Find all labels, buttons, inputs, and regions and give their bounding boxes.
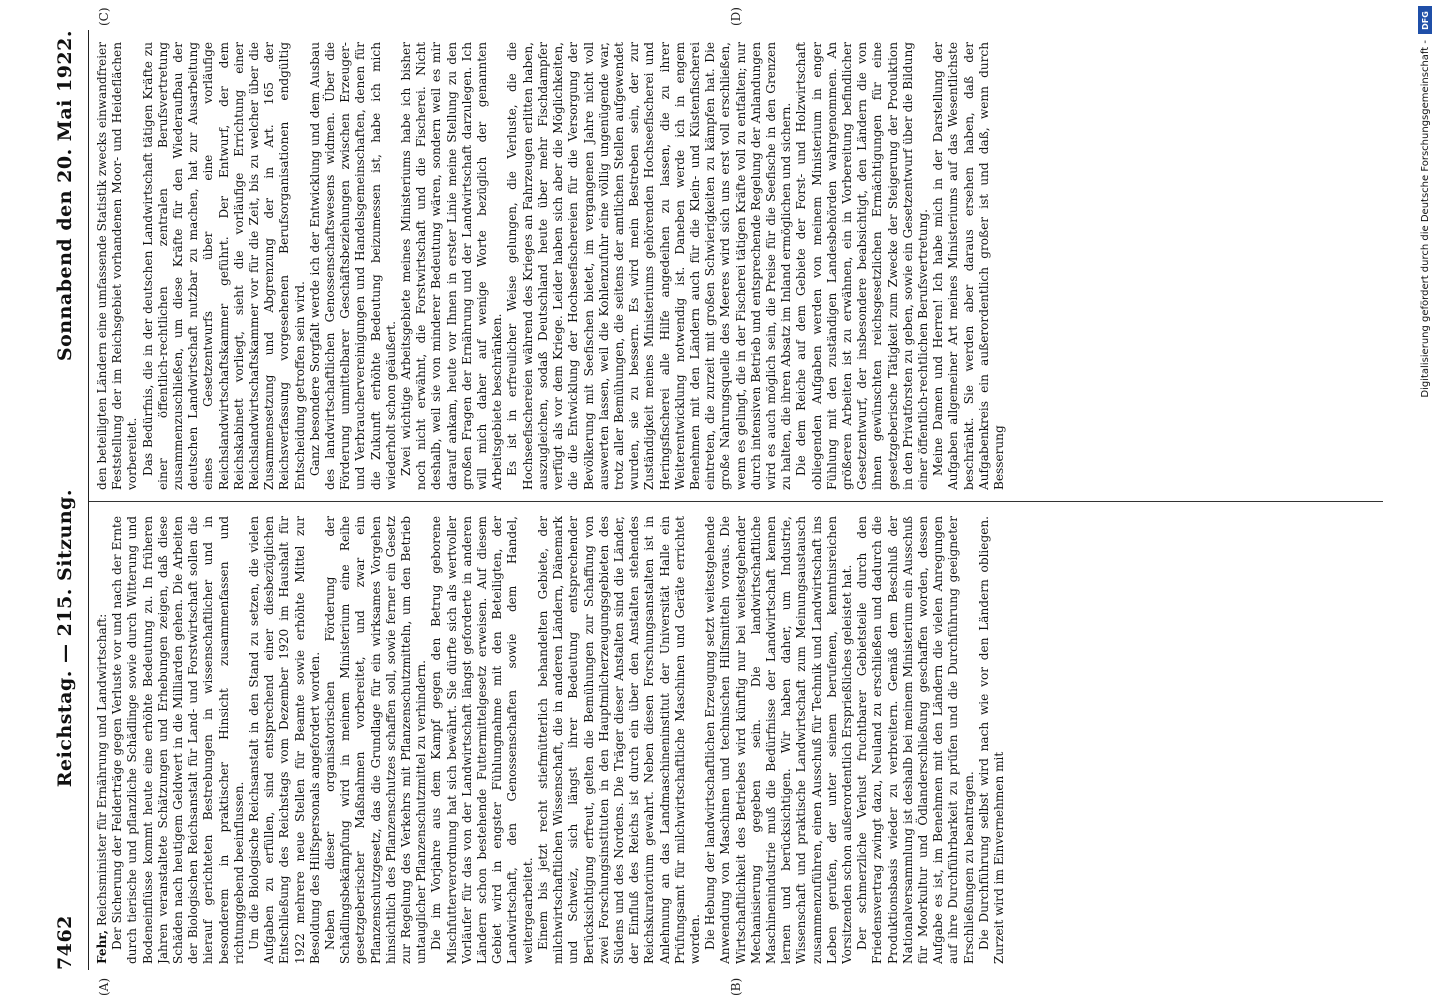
paragraph: Die Durchführung selbst wird nach wie vor den Ländern obliegen. Zurzeit wird im Einvernehmen mit bbox=[976, 516, 1006, 964]
left-column bbox=[95, 516, 1365, 964]
two-column-body bbox=[88, 7, 1383, 996]
right-column bbox=[95, 42, 1365, 490]
speaker-line bbox=[95, 516, 110, 964]
paragraph: Das Bedürfnis, die in der deutschen Landwirtschaft tätigen Kräfte zu einer öffentlich-rechtlichen zentralen Berufsvertretung zusammenzuschließen, um diese Kräfte für den Wiederaufbau der deutschen Landwirtschaft nutzbar zu machen, hat zur Ausarbeitung eines Gesetzentwurfs über eine vorläufige Reichslandwirtschaftskammer geführt. Der Entwurf, der dem Reichskabinett vorliegt, sieht die vorläufige Errichtung einer Reichslandwirtschaftskammer vor für die Zeit, bis zu welcher über die Zusammensetzung und Abgrenzung der in Art. 165 der Reichsverfassung vorgesehenen Berufsorganisationen endgültig Entscheidung getroffen sein wird. bbox=[140, 42, 307, 490]
paragraph: Zwei wichtige Arbeitsgebiete meines Ministeriums habe ich bisher noch nicht erwähnt, die Forstwirtschaft und die Fischerei. Nicht deshalb, weil sie von minderer Bedeutung wären, sondern weil es mir darauf ankam, heute vor Ihnen in erster Linie meine Stellung zu den großen Fragen der Ernährung und der Landwirtschaft darzulegen. Ich will mich daher auf wenige Worte bezüglich der genannten Arbeitsgebiete beschränken. bbox=[399, 42, 505, 490]
paragraph: Neben dieser organisatorischen Förderung der Schädlingsbekämpfung wird in meinem Ministerium eine Reihe gesetzgeberischer Maßnahmen vorbereitet, und zwar ein Pflanzenschutzgesetz, das die Grundlage für ein wirksames Vorgehen hinsichtlich des Pflanzenschutzes schaffen soll, sowie ferner ein Gesetz zur Regelung des Verkehrs mit Pflanzenschutzmitteln, um den Betrieb untauglicher Pflanzenschutzmittel zu verhindern. bbox=[323, 516, 429, 964]
margin-marker-d: (D) bbox=[729, 7, 743, 26]
page-number: 7462 bbox=[54, 915, 76, 970]
digitization-credit-text: Digitalisierung gefördert durch die Deutsche Forschungsgemeinschaft - bbox=[1420, 40, 1431, 398]
margin-marker-a: (A) bbox=[97, 977, 111, 996]
rotated-newspaper-page bbox=[42, 7, 1382, 996]
header-title: Reichstag. — 215. Sitzung. bbox=[54, 488, 76, 788]
column-divider bbox=[89, 501, 1383, 502]
digitization-credit-strip bbox=[1416, 0, 1434, 1000]
dfg-logo-text: DFG bbox=[1420, 10, 1430, 30]
paragraph: Die im Vorjahre aus dem Kampf gegen den Betrug geborene Mischfutterverordnung hat sich bewährt. Sie dürfte sich als wertvoller Vorläufer für das von der Landwirtschaft längst geforderte in anderen Ländern schon bestehende Futtermittelgesetz erweisen. Auf diesem Gebiet wird in engster Fühlungnahme mit den Beteiligten, der Landwirtschaft, den Genossenschaften sowie dem Handel, weitergearbeitet. bbox=[429, 516, 535, 964]
paragraph: den beteiligten Ländern eine umfassende Statistik zwecks einwandfreier Feststellung der im Reichsgebiet vorhandenen Moor- und Heideflächen vorbereitet. bbox=[95, 42, 140, 490]
paragraph: Der schmerzliche Verlust fruchtbarer Gebietsteile durch den Friedensvertrag zwingt dazu, Neuland zu erschließen und dadurch die Produktionsbasis wieder zu verbreitern. Gemäß dem Beschluß der Nationalversammlung ist deshalb bei meinem Ministerium ein Ausschuß für Moorkultur und Ödlanderschließung geschaffen worden, dessen Aufgabe es ist, im Benehmen mit den Ländern die vielen Anregungen auf ihre Durchführbarkeit zu prüfen und die Durchführung geeigneter Erschließungen zu beantragen. bbox=[855, 516, 976, 964]
paragraph: Es ist in erfreulicher Weise gelungen, die Verluste, die die Hochseefischereien während des Krieges an Fahrzeugen erlitten haben, auszugleichen, sodaß Deutschland heute über mehr Fischdampfer verfügt als vor dem Kriege. Leider haben sich aber die Möglichkeiten, die die Entwicklung der Hochseefischereien für die Versorgung der Bevölkerung mit Seefischen bietet, im vergangenen Jahre nicht voll auswerten lassen, weil die Kohlenzufuhr eine völlig ungenügende war, trotz aller Bemühungen, die seitens der amtlichen Stellen aufgewendet wurden, sie zu bessern. Es wird mein Bestreben sein, der zur Zuständigkeit meines Ministeriums gehörenden Hochseefischerei und Heringsfischerei alle Hilfe angedeihen zu lassen, die zu ihrer Weiterentwicklung notwendig ist. Daneben werde ich in engem Benehmen mit den Ländern auch für die Klein- und Küstenfischerei eintreten, die zurzeit mit großen Schwierigkeiten zu kämpfen hat. Die große Nahrungsquelle des Meeres wird sich uns erst voll erschließen, wenn es gelingt, die in der Fischerei tätigen Kräfte voll zu entfalten; nur durch intensiven Betrieb und entsprechende Regelung der Anlandungen wird es auch möglich sein, die Preise für die Seefische in den Grenzen zu halten, die ihren Absatz im Inland ermöglichen und sichern. bbox=[505, 42, 794, 490]
speaker-role: Reichsminister für Ernährung und Landwirtschaft: bbox=[95, 613, 109, 927]
paragraph: Ganz besondere Sorgfalt werde ich der Entwicklung und dem Ausbau des landwirtschaftlichen Genossenschaftswesens widmen. Über die Förderung unmittelbarer Geschäftsbeziehungen zwischen Erzeuger- und Verbrauchervereinigungen und Handelsgemeinschaften, denen für die Zukunft erhöhte Bedeutung beizumessen ist, habe ich mich wiederholt schon geäußert. bbox=[307, 42, 398, 490]
paragraph: Einem bis jetzt recht stiefmütterlich behandelten Gebiete, der milchwirtschaftlichen Wissenschaft, die in anderen Ländern, Dänemark und Schweiz, sich längst ihrer Bedeutung entsprechender Berücksichtigung erfreut, gelten die Bemühungen zur Schaffung von zwei Forschungsinstituten in den Hauptmilcherzeugungsgebieten des Südens und des Nordens. Die Träger dieser Anstalten sind die Länder, der Einfluß des Reichs ist durch ein über den Anstalten stehendes Reichskuratorium gewahrt. Neben diesen Forschungsanstalten ist in Anlehnung an das Landmaschineninstitut der Universität Halle ein Prüfungsamt für milchwirtschaftliche Maschinen und Geräte errichtet worden. bbox=[535, 516, 702, 964]
header-date: Sonnabend den 20. Mai 1922. bbox=[54, 30, 76, 362]
paragraph: Die dem Reiche auf dem Gebiete der Forst- und Holzwirtschaft obliegenden Aufgaben werden von meinem Ministerium in enger Fühlung mit den zuständigen Landesbehörden wahrgenommen. An größeren Arbeiten ist zu erwähnen, ein in Vorbereitung befindlicher Gesetzentwurf, der insbesondere beabsichtigt, den Ländern die von ihnen gewünschten reichsgesetzlichen Ermächtigungen für eine gesetzgeberische Tätigkeit zum Zwecke der Steigerung der Produktion in den Privatforsten zu geben, sowie ein Gesetzentwurf über die Bildung einer öffentlich-rechtlichen Berufsvertretung. bbox=[794, 42, 930, 490]
margin-marker-b: (B) bbox=[729, 977, 743, 996]
dfg-logo bbox=[1418, 6, 1432, 34]
paragraph: Um die Biologische Reichsanstalt in den Stand zu setzen, die vielen Aufgaben zu erfüllen, sind entsprechend einer diesbezüglichen Entschließung des Reichstags vom Dezember 1920 im Haushalt für 1922 mehrere neue Stellen für Beamte sowie erhöhte Mittel zur Besoldung des Hilfspersonals angefordert worden. bbox=[247, 516, 322, 964]
page-header bbox=[42, 30, 88, 970]
paragraph: Meine Damen und Herren! Ich habe mich in der Darstellung der Aufgaben allgemeiner Art meines Ministeriums auf das Wesentlichste beschränkt. Sie werden aber daraus ersehen haben, daß der Aufgabenkreis ein außerordentlich großer ist und daß, wenn durch Besserung bbox=[931, 42, 1006, 490]
margin-marker-c: (C) bbox=[97, 7, 111, 26]
paragraph: Der Sicherung der Felderträge gegen Verluste vor und nach der Ernte durch tierische und pflanzliche Schädlinge sowie durch Witterung und Bodeneinflüsse kommt heute eine erhöhte Bedeutung zu. In früheren Jahren veranstaltete Schätzungen und Erhebungen zeigen, daß diese Schäden nach heutigem Geldwert in die Milliarden gehen. Die Arbeiten der Biologischen Reichsanstalt für Land- und Forstwirtschaft sollen die hierauf gerichteten Bestrebungen in wissenschaftlicher und in besonderem in praktischer Hinsicht zusammenfassen und richtunggebend beeinflussen. bbox=[110, 516, 246, 964]
paragraph: Die Hebung der landwirtschaftlichen Erzeugung setzt weitestgehende Anwendung von Maschinen und technischen Hilfsmitteln voraus. Die Wirtschaftlichkeit des Betriebes wird künftig nur bei weitestgehender Mechanisierung gegeben sein. Die landwirtschaftliche Maschinenindustrie muß die Bedürfnisse der Landwirtschaft kennen lernen und berücksichtigen. Wir haben daher, um Industrie, Wissenschaft und praktische Landwirtschaft zum Meinungsaustausch zusammenzuführen, einen Ausschuß für Technik und Landwirtschaft ins Leben gerufen, der unter seinem berufenen, kenntnisreichen Vorsitzenden schon außerordentlich Ersprießliches geleistet hat. bbox=[703, 516, 854, 964]
speaker-name: Fehr, bbox=[95, 929, 109, 964]
